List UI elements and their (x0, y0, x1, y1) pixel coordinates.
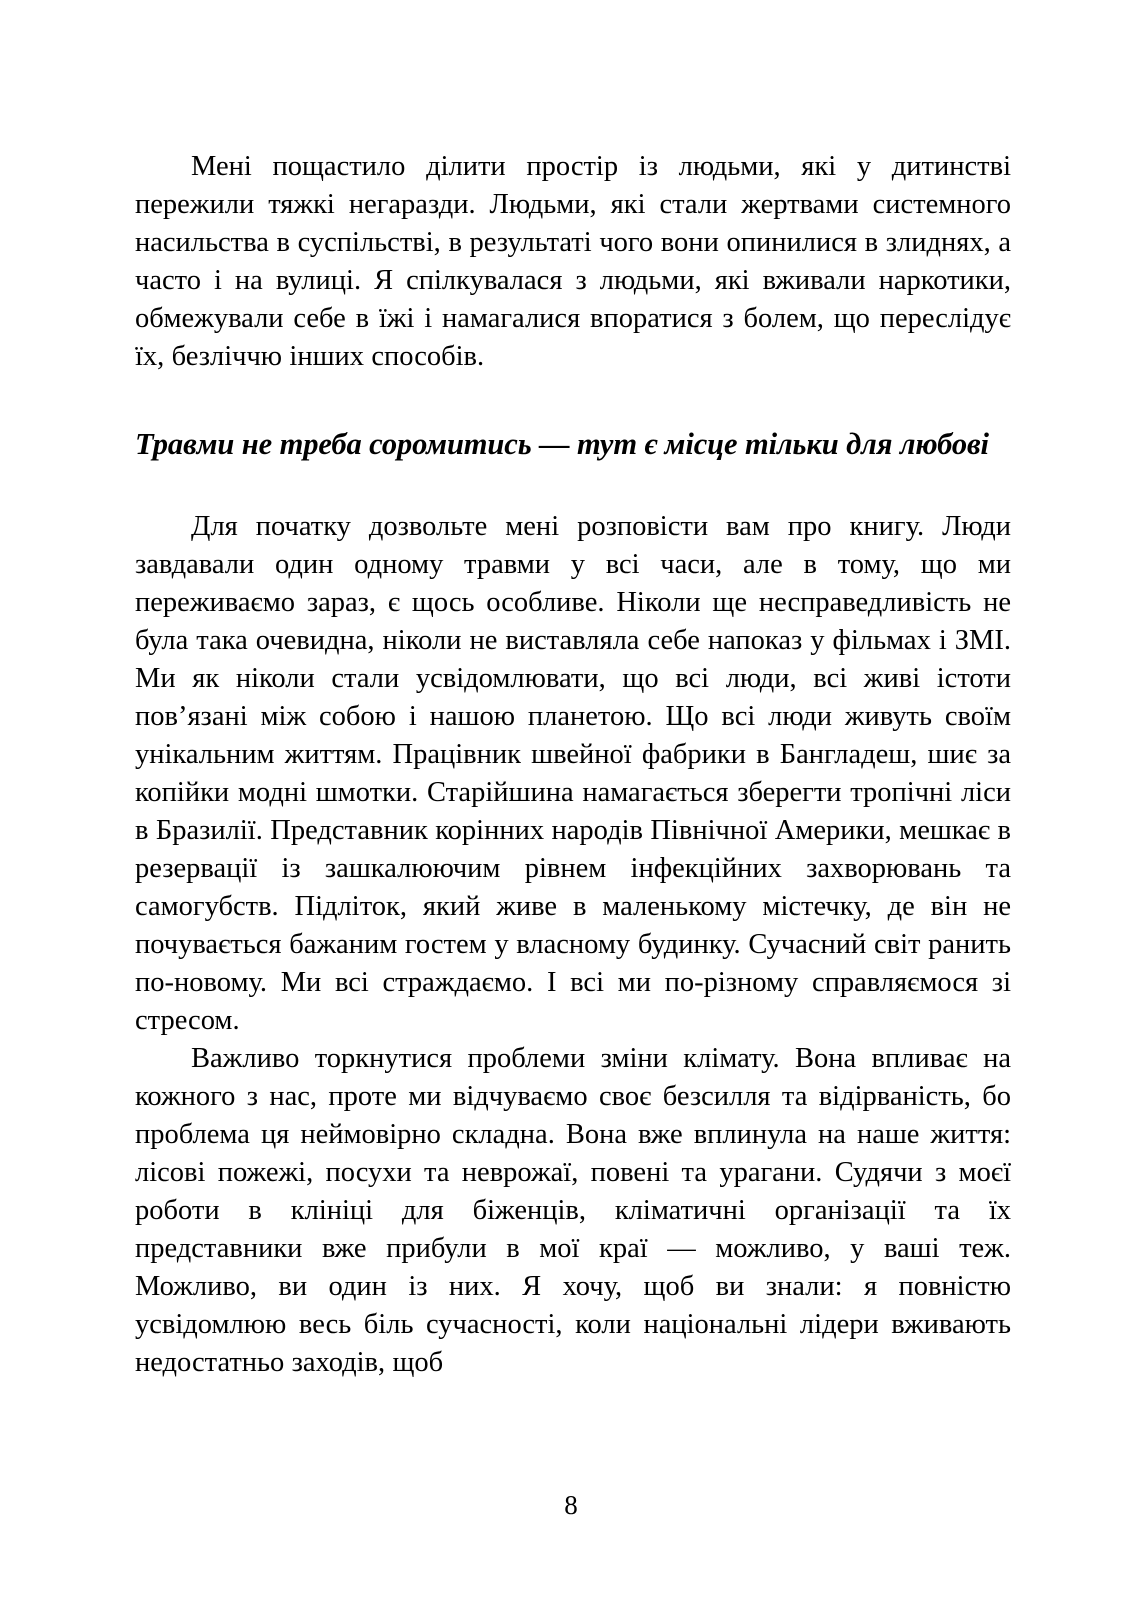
spacer-after-heading (135, 467, 1011, 508)
paragraph-3: Важливо торкнутися проблеми зміни клімату. Вона впливає на кожного з нас, проте ми відчуваємо своє безсилля та відірваність, бо проблема ця неймовірно складна. Вона вже вплинула на наше життя: лісові пожежі, посухи та неврожаї, повені та урагани. Судячи з моєї роботи в клініці для біженців, кліматичні організації та їх представники вже прибули в мої краї — можливо, у ваші теж. Можливо, ви один із них. Я хочу, щоб ви знали: я повністю усвідомлюю весь біль сучасності, коли національні лідери вживають недостатньо заходів, щоб (135, 1043, 1011, 1378)
text-column (135, 148, 1011, 1382)
section-heading: Травми не треба соромитись — тут є місце тільки для любові (135, 427, 989, 461)
spacer-before-heading (135, 376, 1011, 422)
paragraph-1: Мені пощастило ділити простір із людьми, які у дитинстві пережили тяжкі негаразди. Людьми, які стали жертвами системного насильства в суспільстві, в результаті чого вони опинилися в злиднях, а часто і на вулиці. Я спілкувалася з людьми, які вживали наркотики, обмежували себе в їжі і намагалися впоратися з болем, що переслідує їх, безліччю інших способів. (135, 151, 1011, 372)
paragraph-2: Для початку дозвольте мені розповісти вам про книгу. Люди завдавали один одному травми у всі часи, але в тому, що ми переживаємо зараз, є щось особливе. Ніколи ще несправедливість не була така очевидна, ніколи не виставляла себе напоказ у фільмах і ЗМІ. Ми як ніколи стали усвідомлювати, що всі люди, всі живі істоти пов’язані між собою і нашою планетою. Що всі люди живуть своїм унікальним життям. Працівник швейної фабрики в Бангладеш, шиє за копійки модні шмотки. Старійшина намагається зберегти тропічні ліси в Бразилії. Представник корінних народів Північної Америки, мешкає в резервації із зашкалюючим рівнем інфекційних захворювань та самогубств. Підліток, який живе в маленькому містечку, де він не почувається бажаним гостем у власному будинку. Сучасний світ ранить по-новому. Ми всі страждаємо. І всі ми по-різному справляємося зі стресом. (135, 511, 1011, 1036)
page-number: 8 (564, 1490, 578, 1520)
